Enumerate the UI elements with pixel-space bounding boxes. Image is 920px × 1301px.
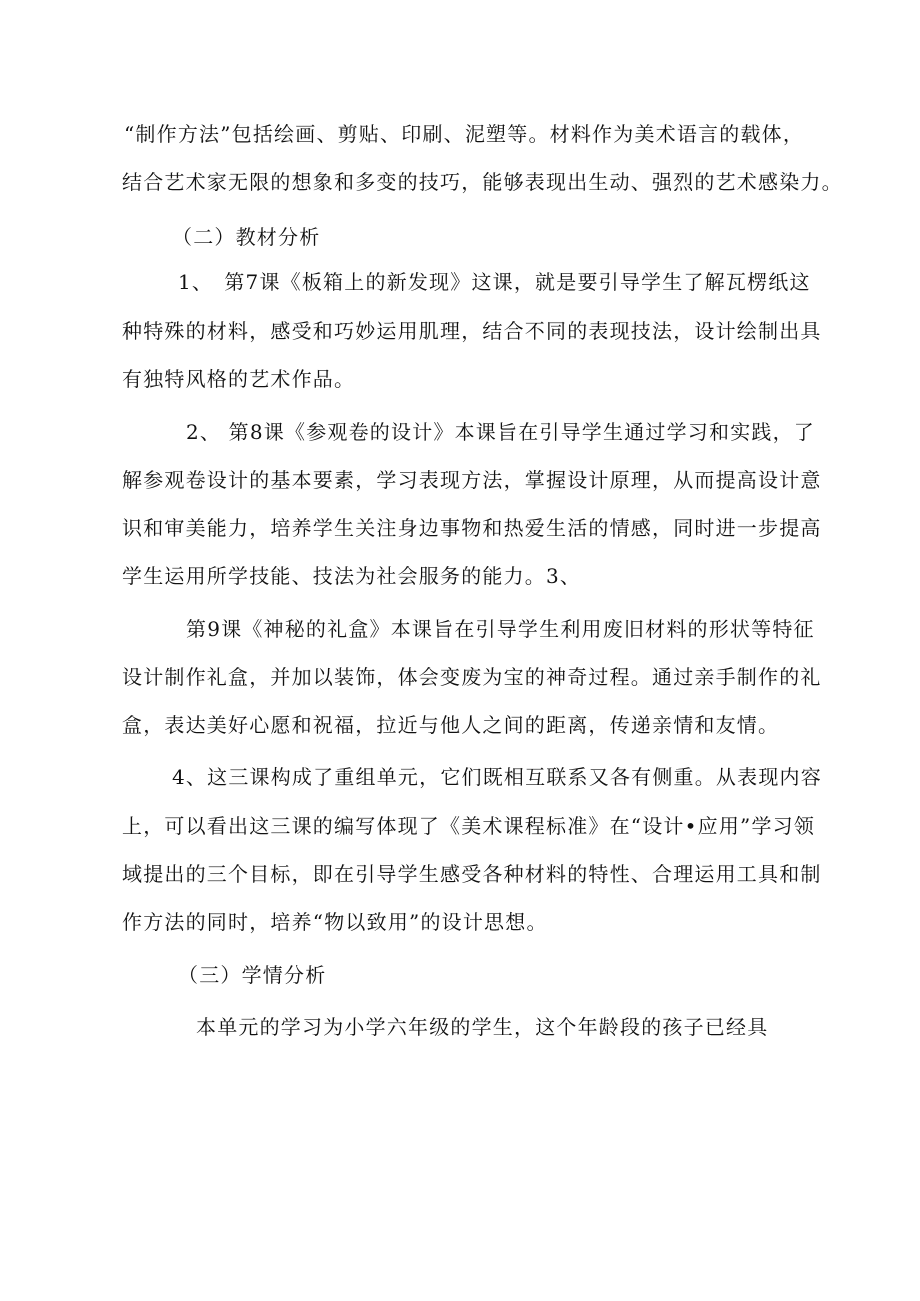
text-line: 结合艺术家无限的想象和多变的技巧，能够表现出生动、强烈的艺术感染力。 bbox=[122, 170, 843, 194]
text-line: 设计制作礼盒，并加以装饰，体会变废为宝的神奇过程。通过亲手制作的礼 bbox=[122, 665, 822, 689]
section-heading: （三）学情分析 bbox=[178, 963, 327, 987]
text-line: 2、 第8课《参观卷的设计》本课旨在引导学生通过学习和实践，了 bbox=[186, 420, 816, 444]
text-line: 1、 第7课《板箱上的新发现》这课，就是要引导学生了解瓦楞纸这 bbox=[178, 270, 811, 294]
text-line: 作方法的同时，培养“物以致用”的设计思想。 bbox=[122, 910, 548, 934]
section-heading: （二）教材分析 bbox=[172, 225, 321, 249]
text-line: “制作方法”包括绘画、剪贴、印刷、泥塑等。材料作为美术语言的载体， bbox=[124, 122, 805, 146]
text-line: 识和审美能力，培养学生关注身边事物和热爱生活的情感，同时进一步提高 bbox=[122, 516, 822, 540]
text-line: 解参观卷设计的基本要素，学习表现方法，掌握设计原理，从而提高设计意 bbox=[122, 468, 822, 492]
text-line: 域提出的三个目标，即在引导学生感受各种材料的特性、合理运用工具和制 bbox=[122, 862, 822, 886]
text-line: 盒，表达美好心愿和祝福，拉近与他人之间的距离，传递亲情和友情。 bbox=[122, 713, 780, 737]
text-line: 有独特风格的艺术作品。 bbox=[122, 367, 356, 391]
text-line: 种特殊的材料，感受和巧妙运用肌理，结合不同的表现技法，设计绘制出具 bbox=[122, 319, 822, 343]
text-line: 本单元的学习为小学六年级的学生，这个年龄段的孩子已经具 bbox=[196, 1015, 769, 1039]
text-line: 第9课《神秘的礼盒》本课旨在引导学生利用废旧材料的形状等特征 bbox=[186, 617, 815, 641]
text-line: 4、这三课构成了重组单元，它们既相互联系又各有侧重。从表现内容 bbox=[172, 765, 822, 789]
text-line: 学生运用所学技能、技法为社会服务的能力。3、 bbox=[122, 564, 582, 588]
text-line: 上，可以看出这三课的编写体现了《美术课程标准》在“设计•应用”学习领 bbox=[122, 814, 816, 838]
